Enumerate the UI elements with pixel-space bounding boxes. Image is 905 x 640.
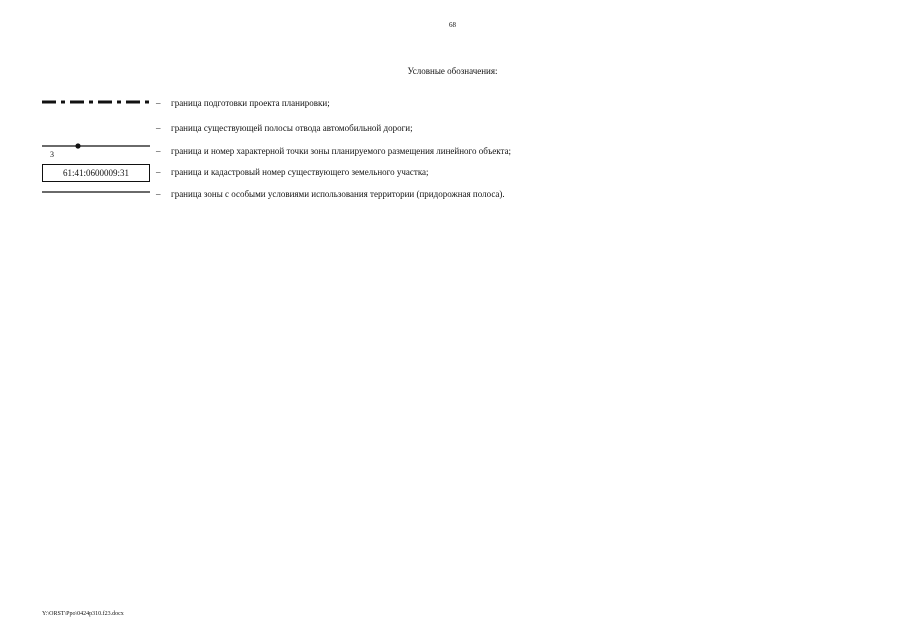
legend-dash: – <box>156 167 161 177</box>
legend-text: граница подготовки проекта планировки; <box>171 98 330 108</box>
legend-item <box>42 95 642 113</box>
legend-text: граница зоны с особыми условиями использования территории (придорожная полоса). <box>171 189 505 199</box>
legend-dash: – <box>156 189 161 199</box>
legend-item <box>42 143 642 161</box>
page-number: 68 <box>449 21 456 29</box>
legend-text: граница и номер характерной точки зоны планируемого размещения линейного объекта; <box>171 146 512 156</box>
legend-dash: – <box>156 98 161 108</box>
cadastral-box-icon <box>42 164 150 182</box>
footer-file-path: Y:\ORST\Ppo\0424p310.f23.docx <box>42 611 124 617</box>
legend-dash: – <box>156 146 161 156</box>
legend-text: граница и кадастровый номер существующего земельного участка; <box>171 167 429 177</box>
point-number: 3 <box>50 150 54 159</box>
legend-text: граница существующей полосы отвода автомобильной дороги; <box>171 123 413 133</box>
cadastral-number: 61:41:0600009:31 <box>62 168 129 178</box>
legend-dash: – <box>156 123 161 133</box>
legend-item <box>42 186 642 204</box>
dash-dot-line-icon <box>42 95 150 113</box>
line-with-point-icon <box>42 143 150 161</box>
legend-item <box>42 120 642 138</box>
legend-title: Условные обозначения: <box>407 66 498 76</box>
legend-item <box>42 164 642 182</box>
solid-line-icon <box>42 186 150 204</box>
